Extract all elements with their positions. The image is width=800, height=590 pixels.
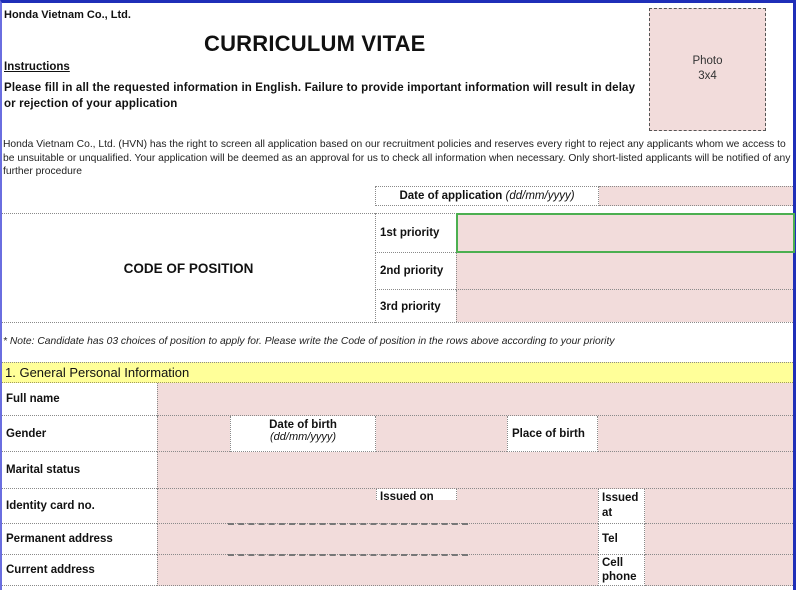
date-of-birth-format-hint: (dd/mm/yyyy) [270,431,336,443]
marital-status-input[interactable] [157,452,793,489]
gender-input[interactable] [157,416,230,452]
issued-on-label: Issued on [376,489,457,500]
priority-2-label: 2nd priority [375,253,456,290]
current-address-label: Current address [2,555,157,586]
issued-at-input[interactable] [645,489,793,524]
permanent-address-label: Permanent address [2,524,157,555]
photo-placeholder[interactable] [649,8,766,131]
priority-1-label: 1st priority [375,213,456,253]
date-of-application-input[interactable] [599,186,793,206]
permanent-address-input[interactable] [157,524,598,555]
policy-text: Honda Vietnam Co., Ltd. (HVN) has the right to screen all application based on our recruitment policies and reserves every right to reject any applicants whom we access to be unsuitable or unqualified. Your application will be deemed as an approval for us to check all information when necessary. Only short-listed applicants will be notified of any further procedure [3,139,791,177]
cell-phone-label: Cell phone [598,555,645,586]
place-of-birth-label: Place of birth [507,416,598,452]
tel-label: Tel [598,524,645,555]
cell-phone-input[interactable] [645,555,793,586]
priority-2-input[interactable] [456,253,793,290]
date-of-application-label [375,186,599,206]
date-of-birth-text: Date of birth [269,419,337,431]
identity-card-label: Identity card no. [2,489,157,524]
code-of-position-label: CODE OF POSITION [123,260,254,276]
section-general-personal-information: 1. General Personal Information [2,362,793,383]
position-note: * Note: Candidate has 03 choices of position to apply for. Please write the Code of position in the rows above according to your priority [3,336,615,347]
date-format-hint: (dd/mm/yyyy) [505,190,575,202]
page-break-line [228,554,468,556]
date-of-application-text: Date of application [399,190,503,202]
page-title: CURRICULUM VITAE [204,31,426,56]
gender-label: Gender [2,416,157,452]
priority-3-label: 3rd priority [375,290,456,323]
full-name-label: Full name [2,383,157,416]
current-address-input[interactable] [157,555,598,586]
priority-3-input[interactable] [456,290,793,322]
tel-input[interactable] [645,524,793,555]
date-of-birth-label [230,416,376,452]
photo-size-label: 3x4 [698,70,717,82]
full-name-input[interactable] [157,383,793,416]
priority-1-input[interactable] [456,213,795,253]
instructions-heading: Instructions [4,61,70,73]
page-break-line [228,523,468,525]
instructions-text: Please fill in all the requested information in English. Failure to provide important information will result in delay or rejection of your application [4,82,636,110]
company-name: Honda Vietnam Co., Ltd. [4,9,131,21]
place-of-birth-input[interactable] [598,416,793,452]
issued-at-label: Issued at [598,489,645,524]
identity-card-input[interactable] [157,489,376,524]
date-of-birth-input[interactable] [376,416,507,452]
marital-status-label: Marital status [2,452,157,489]
photo-label: Photo [692,55,723,67]
